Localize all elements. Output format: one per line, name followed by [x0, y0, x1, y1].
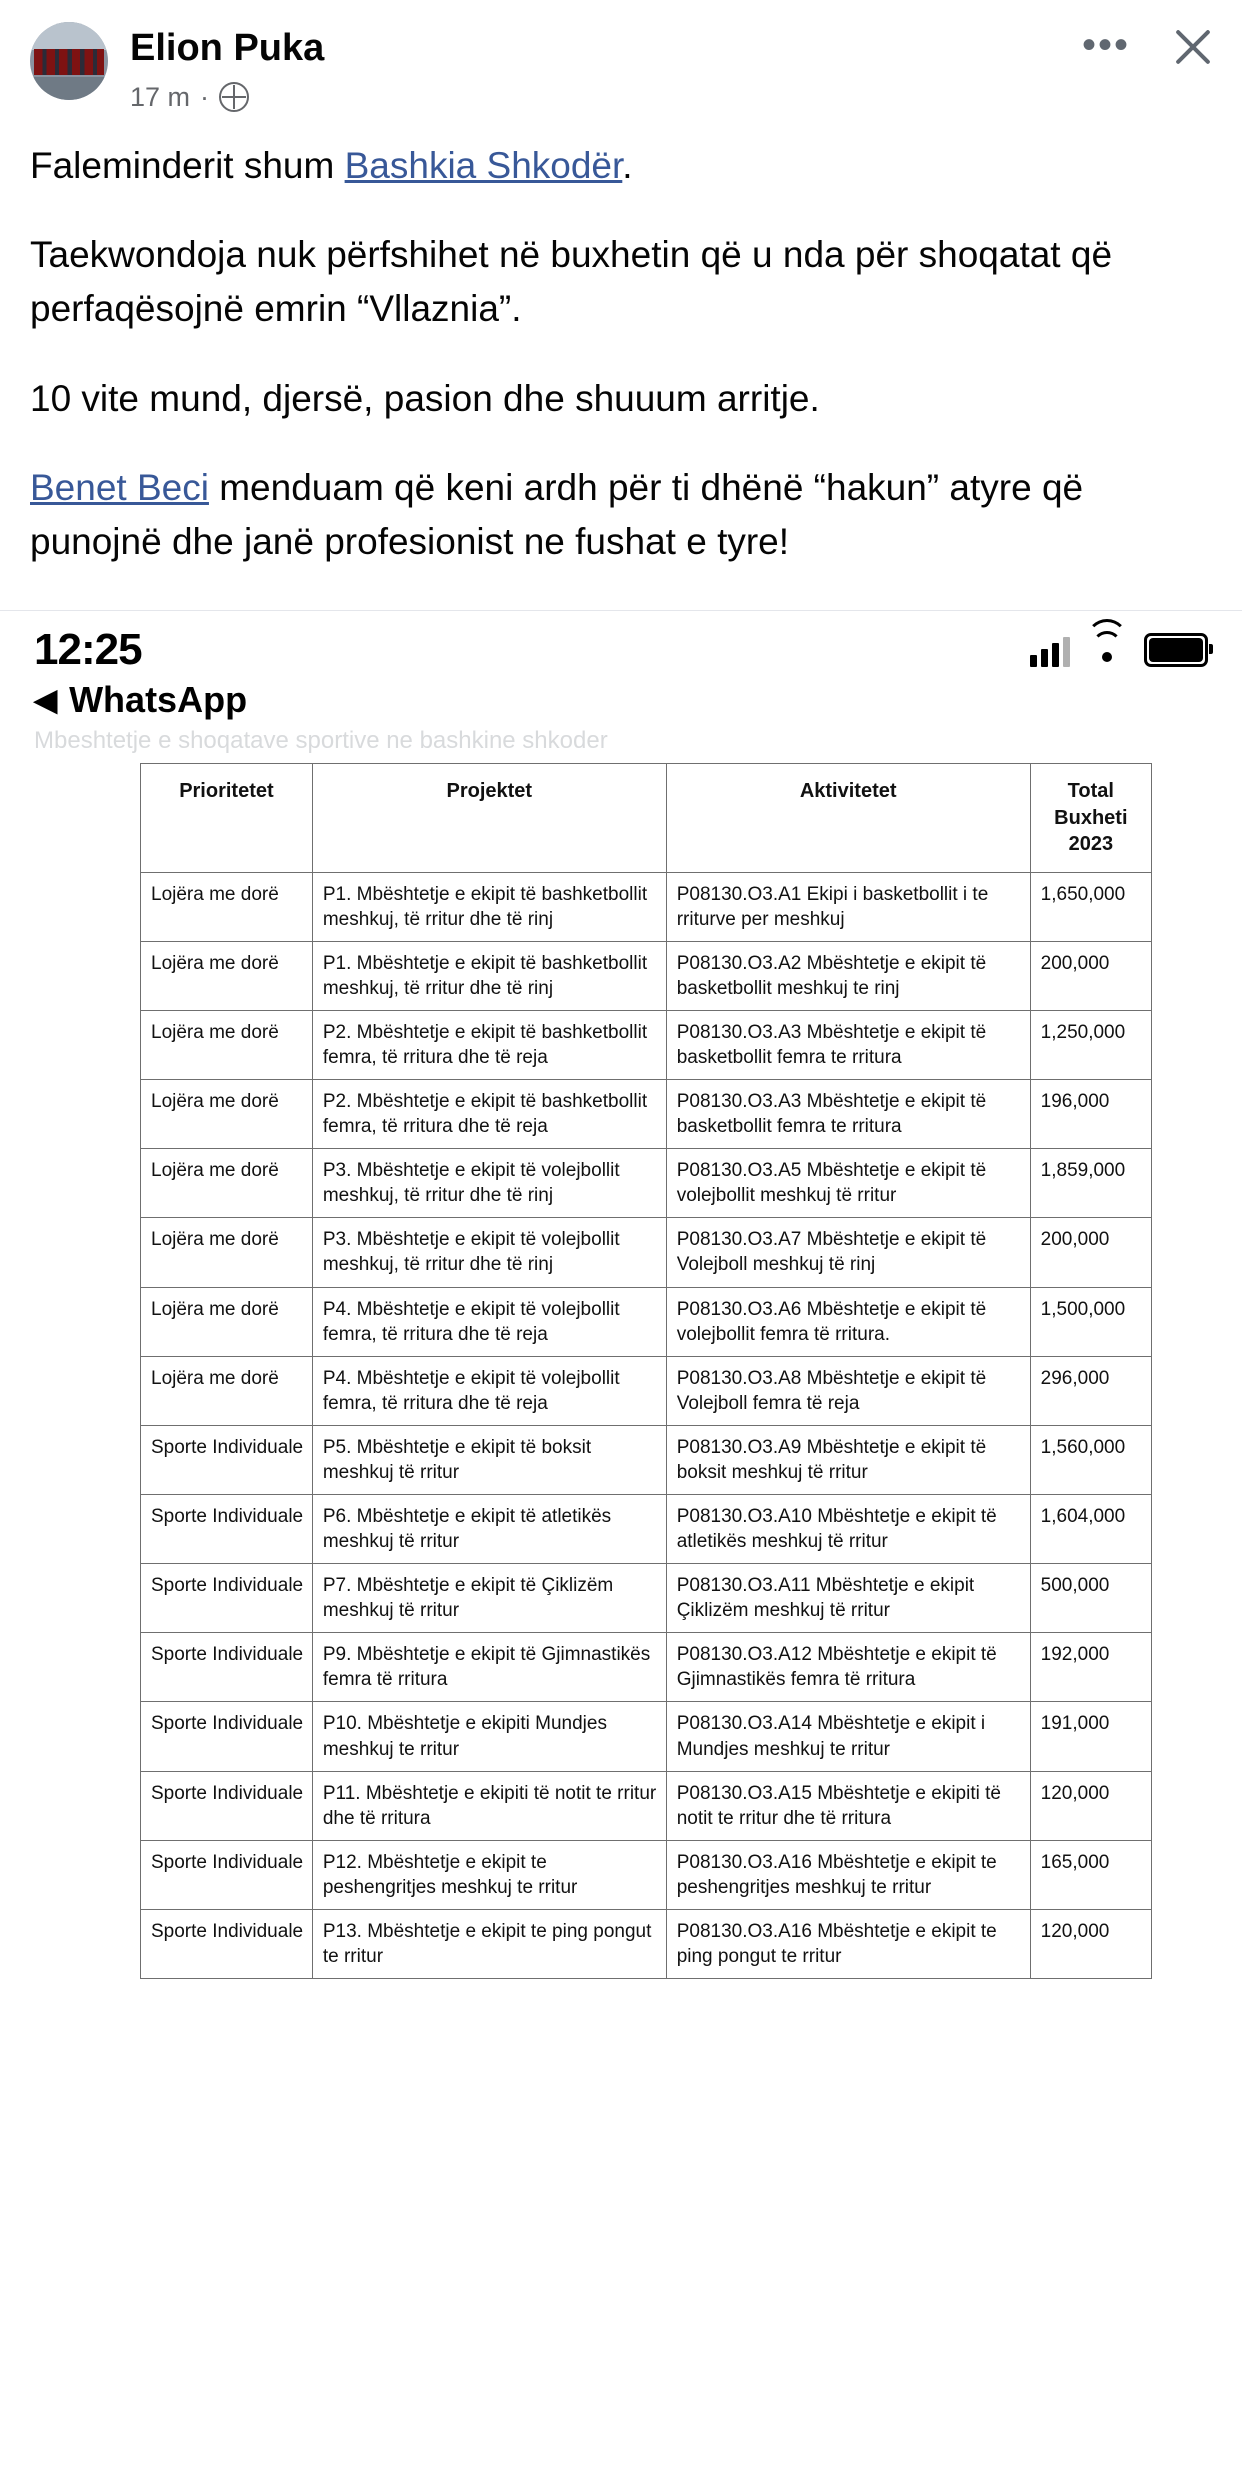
post-author-name[interactable]: Elion Puka	[130, 27, 325, 69]
table-cell: P4. Mbështetje e ekipit të volejbollit femra, të rritura dhe të reja	[312, 1356, 666, 1425]
table-cell: 1,250,000	[1030, 1010, 1151, 1079]
table-row	[141, 941, 1152, 1010]
phone-status-bar	[0, 611, 1242, 675]
table-row	[141, 1080, 1152, 1149]
status-bar-clock: 12:25	[34, 625, 142, 675]
table-cell: P08130.O3.A12 Mbështetje e ekipit të Gjimnastikës femra të rritura	[666, 1633, 1030, 1702]
table-cell: P08130.O3.A3 Mbështetje e ekipit të basketbollit femra te rritura	[666, 1080, 1030, 1149]
table-cell: 196,000	[1030, 1080, 1151, 1149]
post-text-run: menduam që keni ardh për ti dhënë “hakun” atyre që punojnë dhe janë profesionist ne fushat e tyre!	[30, 467, 1084, 562]
battery-icon	[1144, 633, 1208, 667]
page-link-bashkia-shkoder[interactable]: Bashkia Shkodër	[344, 144, 623, 186]
table-cell: P1. Mbështetje e ekipit të bashketbollit meshkuj, të rritur dhe të rinj	[312, 872, 666, 941]
table-cell: P7. Mbështetje e ekipit të Çiklizëm meshkuj të rritur	[312, 1564, 666, 1633]
post-meta	[130, 82, 324, 113]
table-cell: P11. Mbështetje e ekipiti të notit te rritur dhe të rritura	[312, 1771, 666, 1840]
table-row	[141, 1909, 1152, 1978]
profile-link-benet-beci[interactable]: Benet Beci	[30, 467, 209, 509]
attached-screenshot[interactable]	[0, 610, 1242, 1979]
table-cell: P08130.O3.A2 Mbështetje e ekipit të basketbollit meshkuj te rinj	[666, 941, 1030, 1010]
table-cell: 165,000	[1030, 1840, 1151, 1909]
table-row	[141, 1771, 1152, 1840]
column-header-projektet: Projektet	[312, 764, 666, 872]
table-cell: Lojëra me dorë	[141, 1287, 313, 1356]
table-cell: Lojëra me dorë	[141, 1218, 313, 1287]
budget-table-head	[141, 764, 1152, 872]
table-cell: P08130.O3.A3 Mbështetje e ekipit të basketbollit femra te rritura	[666, 1010, 1030, 1079]
wifi-icon	[1088, 639, 1126, 667]
table-cell: 192,000	[1030, 1633, 1151, 1702]
table-cell: Sporte Individuale	[141, 1564, 313, 1633]
table-row	[141, 1840, 1152, 1909]
table-cell: P3. Mbështetje e ekipit të volejbollit meshkuj, të rritur dhe të rinj	[312, 1149, 666, 1218]
table-cell: Lojëra me dorë	[141, 1356, 313, 1425]
table-cell: Lojëra me dorë	[141, 1080, 313, 1149]
budget-table-container	[0, 753, 1242, 1979]
table-cell: 1,859,000	[1030, 1149, 1151, 1218]
status-bar-icons	[1030, 633, 1208, 667]
table-cell: P1. Mbështetje e ekipit të bashketbollit meshkuj, të rritur dhe të rinj	[312, 941, 666, 1010]
table-cell: Sporte Individuale	[141, 1771, 313, 1840]
post-timestamp: 17 m	[130, 81, 191, 112]
back-arrow-icon: ◀	[34, 683, 58, 717]
table-cell: P6. Mbështetje e ekipit të atletikës meshkuj të rritur	[312, 1495, 666, 1564]
back-label: WhatsApp	[69, 679, 248, 721]
avatar[interactable]	[30, 22, 108, 100]
table-cell: Sporte Individuale	[141, 1495, 313, 1564]
table-cell: Sporte Individuale	[141, 1702, 313, 1771]
table-cell: 1,604,000	[1030, 1495, 1151, 1564]
table-row	[141, 1495, 1152, 1564]
column-header-prioritetet: Prioritetet	[141, 764, 313, 872]
table-cell: P08130.O3.A9 Mbështetje e ekipit të boksit meshkuj të rritur	[666, 1425, 1030, 1494]
post-header	[0, 0, 1242, 113]
table-cell: P10. Mbështetje e ekipiti Mundjes meshkuj te rritur	[312, 1702, 666, 1771]
table-cell: P08130.O3.A6 Mbështetje e ekipit të volejbollit femra të rritura.	[666, 1287, 1030, 1356]
avatar-figures	[34, 49, 104, 76]
table-cell: 191,000	[1030, 1702, 1151, 1771]
post-paragraph: 10 vite mund, djersë, pasion dhe shuuum arritje.	[30, 377, 820, 419]
avatar-sky	[30, 22, 108, 50]
table-cell: P5. Mbështetje e ekipit të boksit meshkuj të rritur	[312, 1425, 666, 1494]
table-cell: P3. Mbështetje e ekipit të volejbollit meshkuj, të rritur dhe të rinj	[312, 1218, 666, 1287]
table-cell: P2. Mbështetje e ekipit të bashketbollit femra, të rritura dhe të reja	[312, 1010, 666, 1079]
back-to-whatsapp-button[interactable]	[0, 675, 1242, 727]
table-cell: P08130.O3.A1 Ekipi i basketbollit i te rriturve per meshkuj	[666, 872, 1030, 941]
table-cell: 120,000	[1030, 1771, 1151, 1840]
table-cell: P08130.O3.A8 Mbështetje e ekipit të Volejboll femra të reja	[666, 1356, 1030, 1425]
table-row	[141, 1287, 1152, 1356]
cellular-signal-icon	[1030, 637, 1070, 667]
table-cell: 1,560,000	[1030, 1425, 1151, 1494]
post-text-run: Faleminderit shum	[30, 144, 345, 186]
table-cell: P08130.O3.A5 Mbështetje e ekipit të volejbollit meshkuj të rritur	[666, 1149, 1030, 1218]
close-icon[interactable]	[1170, 22, 1216, 68]
table-row	[141, 1702, 1152, 1771]
table-cell: 500,000	[1030, 1564, 1151, 1633]
more-options-icon[interactable]: •••	[1081, 23, 1130, 67]
table-cell: 120,000	[1030, 1909, 1151, 1978]
table-cell: 1,650,000	[1030, 872, 1151, 941]
column-header-aktivitetet: Aktivitetet	[666, 764, 1030, 872]
table-row	[141, 1010, 1152, 1079]
table-cell: Lojëra me dorë	[141, 1010, 313, 1079]
table-cell: Sporte Individuale	[141, 1840, 313, 1909]
column-header-total-buxheti: Total Buxheti 2023	[1030, 764, 1151, 872]
table-cell: P08130.O3.A11 Mbështetje e ekipit Çiklizëm meshkuj të rritur	[666, 1564, 1030, 1633]
post-paragraph	[30, 139, 1212, 193]
table-cell: 200,000	[1030, 941, 1151, 1010]
post-meta-separator: ·	[200, 81, 210, 112]
table-cell: 1,500,000	[1030, 1287, 1151, 1356]
table-cell: P08130.O3.A16 Mbështetje e ekipit te peshengritjes meshkuj te rritur	[666, 1840, 1030, 1909]
table-row	[141, 1564, 1152, 1633]
table-cell: Lojëra me dorë	[141, 941, 313, 1010]
post-author-block	[130, 22, 324, 113]
post-paragraph: Taekwondoja nuk përfshihet në buxhetin që u nda për shoqatat që perfaqësojnë emrin “Vllaznia”.	[30, 234, 1113, 329]
table-cell: P08130.O3.A14 Mbështetje e ekipit i Mundjes meshkuj te rritur	[666, 1702, 1030, 1771]
table-row	[141, 1356, 1152, 1425]
table-row	[141, 1149, 1152, 1218]
table-cell: 200,000	[1030, 1218, 1151, 1287]
table-cell: P2. Mbështetje e ekipit të bashketbollit femra, të rritura dhe të reja	[312, 1080, 666, 1149]
avatar-ground	[30, 77, 108, 100]
table-cell: P08130.O3.A15 Mbështetje e ekipiti të notit te rritur dhe të rritura	[666, 1771, 1030, 1840]
table-row	[141, 1218, 1152, 1287]
budget-table	[140, 763, 1152, 1979]
table-cell: P08130.O3.A10 Mbështetje e ekipit të atletikës meshkuj të rritur	[666, 1495, 1030, 1564]
globe-icon	[219, 82, 249, 112]
table-cell: P12. Mbështetje e ekipit te peshengritjes meshkuj te rritur	[312, 1840, 666, 1909]
table-cell: Sporte Individuale	[141, 1425, 313, 1494]
table-cell: P13. Mbështetje e ekipit te ping pongut te rritur	[312, 1909, 666, 1978]
table-row	[141, 1425, 1152, 1494]
post-text-run: .	[622, 144, 633, 186]
post-paragraph	[30, 461, 1212, 568]
table-cell: P08130.O3.A16 Mbështetje e ekipit te ping pongut te rritur	[666, 1909, 1030, 1978]
post-text	[0, 113, 1242, 591]
budget-table-body	[141, 872, 1152, 1979]
table-row	[141, 1633, 1152, 1702]
post-header-actions	[1082, 22, 1216, 68]
table-cell: Lojëra me dorë	[141, 872, 313, 941]
table-cell: P08130.O3.A7 Mbështetje e ekipit të Volejboll meshkuj të rinj	[666, 1218, 1030, 1287]
table-header-row	[141, 764, 1152, 872]
table-cell: P4. Mbështetje e ekipit të volejbollit femra, të rritura dhe të reja	[312, 1287, 666, 1356]
table-cell: 296,000	[1030, 1356, 1151, 1425]
table-cell: Sporte Individuale	[141, 1909, 313, 1978]
table-row	[141, 872, 1152, 941]
table-cell: Lojëra me dorë	[141, 1149, 313, 1218]
document-title-faded: Mbeshtetje e shoqatave sportive ne bashkine shkoder	[34, 727, 608, 754]
table-cell: Sporte Individuale	[141, 1633, 313, 1702]
table-cell: P9. Mbështetje e ekipit të Gjimnastikës femra të rritura	[312, 1633, 666, 1702]
